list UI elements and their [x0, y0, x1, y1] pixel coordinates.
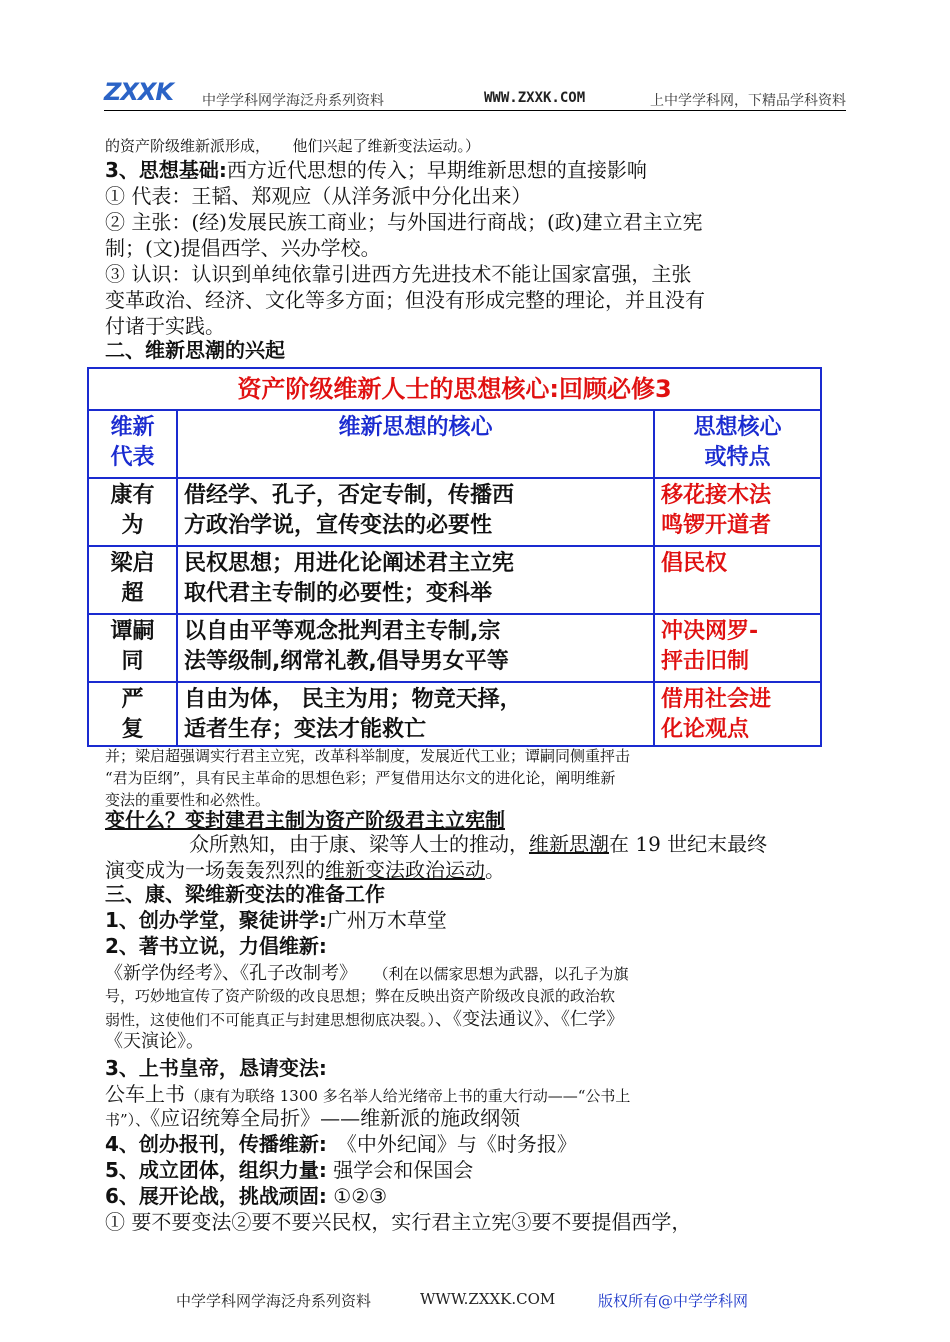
table-title: 资产阶级维新人士的思想核心:回顾必修3: [89, 369, 820, 411]
text-line: 书”）、《应诏统筹全局折》——维新派的施政纲领: [105, 1106, 521, 1130]
table-row: [89, 681, 820, 745]
reformer-name: 梁启 超: [89, 545, 178, 613]
text-line: 6、展开论战，挑战顽固: ①②③: [105, 1184, 388, 1208]
section-heading: 三、康、梁维新变法的准备工作: [105, 882, 385, 906]
text-line: 演变成为一场轰轰烈烈的维新变法政治运动。: [105, 858, 505, 882]
header-cell: 维新 代表: [89, 409, 178, 477]
text-line: 3、上书皇帝，恳请变法:: [105, 1056, 327, 1080]
header-cell: 思想核心 或特点: [693, 415, 782, 470]
zxxk-logo: ZXXK: [104, 78, 174, 106]
table-header-row: [89, 409, 820, 479]
table-row: [89, 613, 820, 683]
page-header: [104, 76, 846, 111]
text-line: 公车上书（康有为联络 1300 多名举人给光绪帝上书的重大行动——“公书上: [105, 1082, 631, 1106]
text-line: 3、思想基础:西方近代思想的传入；早期维新思想的直接影响: [105, 158, 647, 182]
text-line: 号，巧妙地宣传了资产阶级的改良思想；弊在反映出资产阶级改良派的政治软: [105, 987, 616, 1005]
text-line: ① 要不要变法②要不要兴民权，实行君主立宪③要不要提倡西学，: [105, 1210, 692, 1234]
text-line: 变法的重要性和必然性。: [105, 791, 271, 809]
text-line: 5、成立团体，组织力量: 强学会和保国会: [105, 1158, 474, 1182]
section-heading: 二、维新思潮的兴起: [105, 338, 285, 362]
text-line: ③ 认识：认识到单纯依靠引进西方先进技术不能让国家富强，主张: [105, 262, 692, 286]
text-line: 众所熟知，由于康、梁等人士的推动，维新思潮在 19 世纪末最终: [189, 832, 768, 856]
text-line: 《天演论》。: [105, 1031, 204, 1052]
reformer-core: 以自由平等观念批判君主专制,宗 法等级制,纲常礼教,倡导男女平等: [178, 613, 655, 681]
question-heading: 变什么？变封建君主制为资产阶级君主立宪制: [105, 808, 505, 832]
text-line: 4、创办报刊，传播维新: 《中外纪闻》与《时务报》: [105, 1132, 577, 1156]
header-slogan: 上中学学科网，下精品学科资料: [650, 93, 846, 109]
text-line: 制；(文)提倡西学、兴办学校。: [105, 236, 381, 260]
reformer-core: 民权思想；用进化论阐述君主立宪 取代君主专制的必要性；变科举: [178, 545, 655, 613]
text-line: 变革政治、经济、文化等多方面；但没有形成完整的理论，并且没有: [105, 288, 705, 312]
text-line: ① 代表：王韬、郑观应（从洋务派中分化出来）: [105, 184, 532, 208]
reformers-thought-table: [87, 367, 822, 747]
table-row: [89, 545, 820, 615]
text-line: 1、创办学堂，聚徒讲学:广州万木草堂: [105, 908, 447, 932]
text-line: “君为臣纲”，具有民主革命的思想色彩；严复借用达尔文的进化论，阐明维新: [105, 769, 616, 787]
header-series-name: 中学学科网学海泛舟系列资料: [202, 93, 384, 109]
text-line: 弱性，这使他们不可能真正与封建思想彻底决裂。）、《变法通议》、《仁学》: [105, 1009, 625, 1030]
footer-copyright: 版权所有@中学学科网: [598, 1292, 749, 1310]
table-row: [89, 477, 820, 547]
reformer-name: 谭嗣 同: [89, 613, 178, 681]
text-line: 的资产阶级维新派形成， 他们兴起了维新变法运动。）: [105, 137, 481, 155]
reformer-core: 自由为体， 民主为用；物竞天择， 适者生存；变法才能救亡: [178, 681, 655, 745]
reformer-feature: 冲决网罗- 抨击旧制: [661, 619, 759, 674]
footer-url[interactable]: WWW.ZXXK.COM: [420, 1290, 556, 1308]
footer-series-name: 中学学科网学海泛舟系列资料: [176, 1292, 372, 1310]
reformer-feature: 借用社会进 化论观点: [661, 687, 772, 742]
header-url[interactable]: WWW.ZXXK.COM: [484, 90, 586, 106]
header-cell: 维新思想的核心: [178, 409, 655, 477]
text-line: ② 主张：(经)发展民族工商业；与外国进行商战；(政)建立君主立宪: [105, 210, 703, 234]
text-line: 付诸于实践。: [105, 314, 225, 338]
reformer-core: 借经学、孔子，否定专制，传播西 方政治学说，宣传变法的必要性: [178, 477, 655, 545]
text-line: 2、著书立说，力倡维新:: [105, 934, 327, 958]
reformer-name: 康有 为: [89, 477, 178, 545]
reformer-feature: 倡民权: [661, 551, 728, 576]
reformer-name: 严 复: [89, 681, 178, 745]
text-line: 《新学伪经考》、《孔子改制考》 （利在以儒家思想为武器，以孔子为旗: [105, 963, 629, 984]
reformer-feature: 移花接木法 鸣锣开道者: [661, 483, 772, 538]
text-line: 并；梁启超强调实行君主立宪，改革科举制度，发展近代工业；谭嗣同侧重抨击: [105, 747, 631, 765]
